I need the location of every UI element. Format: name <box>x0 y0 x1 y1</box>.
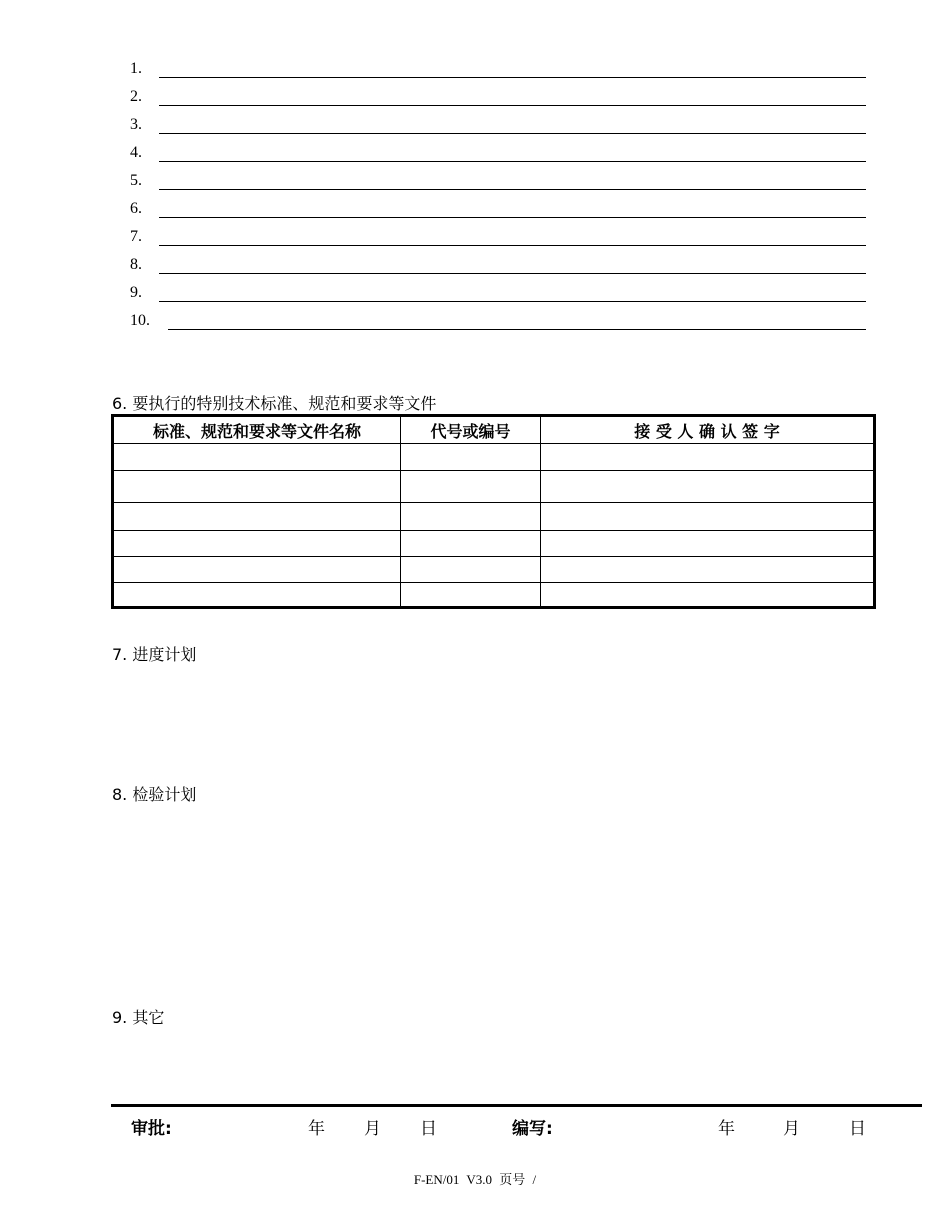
blank-line-10 <box>130 311 866 331</box>
table-row <box>113 471 875 503</box>
table-row <box>113 503 875 531</box>
cell-signature[interactable] <box>541 444 875 471</box>
line-number: 1. <box>130 60 142 77</box>
write-day: 日 <box>849 1119 866 1139</box>
header-doc-name: 标准、规范和要求等文件名称 <box>113 416 401 444</box>
cell-code[interactable] <box>401 471 541 503</box>
writing-rule[interactable] <box>159 105 866 106</box>
cell-signature[interactable] <box>541 531 875 557</box>
writing-rule[interactable] <box>159 133 866 134</box>
approve-year: 年 <box>308 1119 325 1139</box>
line-number: 5. <box>130 172 142 189</box>
cell-doc-name[interactable] <box>113 471 401 503</box>
line-number: 7. <box>130 228 142 245</box>
write-label: 编写: <box>512 1119 553 1139</box>
page-footer: F-EN/01 V3.0 页号 / <box>413 1172 537 1187</box>
table-row <box>113 444 875 471</box>
cell-signature[interactable] <box>541 503 875 531</box>
approve-label: 审批: <box>131 1119 172 1139</box>
writing-rule[interactable] <box>168 329 866 330</box>
writing-rule[interactable] <box>159 245 866 246</box>
cell-doc-name[interactable] <box>113 531 401 557</box>
section-6-title: 6. 要执行的特别技术标准、规范和要求等文件 <box>112 394 437 413</box>
approve-day: 日 <box>420 1119 437 1139</box>
cell-doc-name[interactable] <box>113 557 401 583</box>
section-9-title: 9. 其它 <box>112 1008 165 1027</box>
blank-line-3 <box>130 115 866 135</box>
blank-line-6 <box>130 199 866 219</box>
line-number: 8. <box>130 256 142 273</box>
write-month: 月 <box>783 1119 800 1139</box>
signature-divider <box>111 1104 922 1107</box>
cell-code[interactable] <box>401 503 541 531</box>
cell-code[interactable] <box>401 531 541 557</box>
writing-rule[interactable] <box>159 77 866 78</box>
blank-line-1 <box>130 59 866 79</box>
cell-signature[interactable] <box>541 557 875 583</box>
blank-line-5 <box>130 171 866 191</box>
writing-rule[interactable] <box>159 161 866 162</box>
blank-line-4 <box>130 143 866 163</box>
blank-line-9 <box>130 283 866 303</box>
line-number: 3. <box>130 116 142 133</box>
header-signature: 接 受 人 确 认 签 字 <box>541 416 875 444</box>
cell-code[interactable] <box>401 557 541 583</box>
line-number: 6. <box>130 200 142 217</box>
line-number: 9. <box>130 284 142 301</box>
cell-doc-name[interactable] <box>113 583 401 608</box>
approve-month: 月 <box>364 1119 381 1139</box>
line-number: 10. <box>130 312 150 329</box>
section-7-title: 7. 进度计划 <box>112 645 197 664</box>
writing-rule[interactable] <box>159 273 866 274</box>
line-number: 2. <box>130 88 142 105</box>
table-row <box>113 557 875 583</box>
cell-code[interactable] <box>401 444 541 471</box>
blank-line-8 <box>130 255 866 275</box>
writing-rule[interactable] <box>159 217 866 218</box>
blank-line-2 <box>130 87 866 107</box>
cell-doc-name[interactable] <box>113 444 401 471</box>
cell-doc-name[interactable] <box>113 503 401 531</box>
standards-table <box>111 414 876 609</box>
cell-signature[interactable] <box>541 471 875 503</box>
table-row <box>113 583 875 608</box>
writing-rule[interactable] <box>159 301 866 302</box>
table-row <box>113 531 875 557</box>
cell-code[interactable] <box>401 583 541 608</box>
header-code: 代号或编号 <box>401 416 541 444</box>
section-8-title: 8. 检验计划 <box>112 785 197 804</box>
line-number: 4. <box>130 144 142 161</box>
table-header-row <box>113 416 875 444</box>
blank-line-7 <box>130 227 866 247</box>
writing-rule[interactable] <box>159 189 866 190</box>
cell-signature[interactable] <box>541 583 875 608</box>
write-year: 年 <box>718 1119 735 1139</box>
